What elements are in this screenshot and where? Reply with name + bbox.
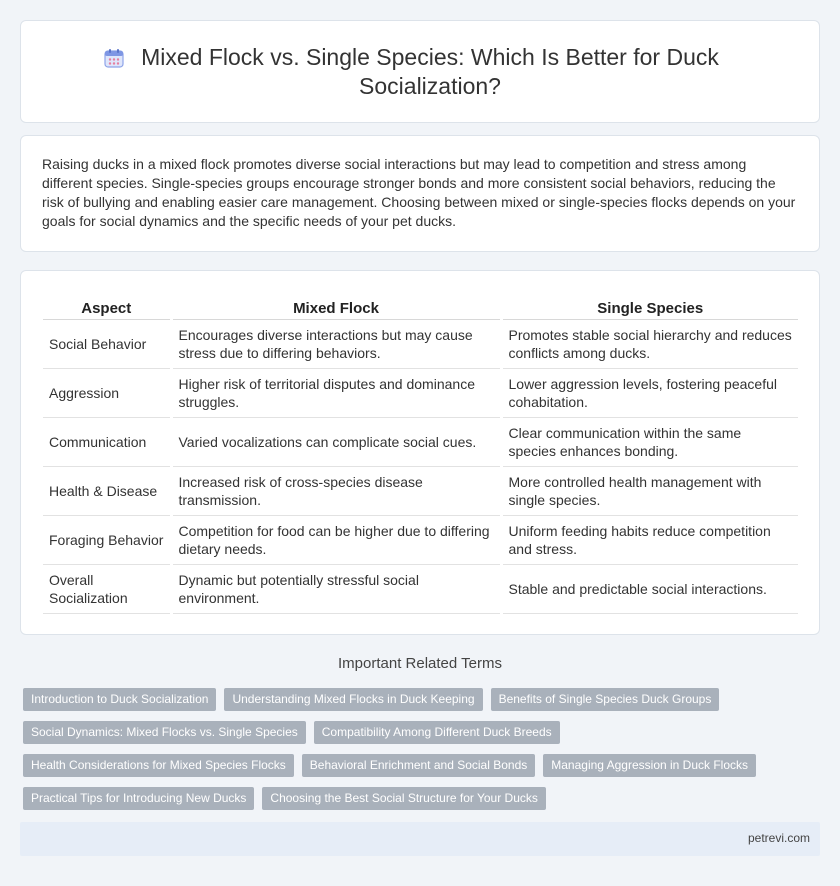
aspect-cell: Health & Disease bbox=[43, 466, 171, 515]
related-term-tag[interactable]: Understanding Mixed Flocks in Duck Keeping bbox=[224, 688, 482, 711]
single-species-cell: Clear communication within the same species enhances bonding. bbox=[501, 417, 798, 466]
related-term-tag[interactable]: Choosing the Best Social Structure for Your Ducks bbox=[262, 787, 545, 810]
table-row bbox=[43, 564, 798, 613]
footer-site-name[interactable]: petrevi.com bbox=[747, 831, 810, 845]
table-row bbox=[43, 466, 798, 515]
aspect-cell: Foraging Behavior bbox=[43, 515, 171, 564]
comparison-card bbox=[20, 270, 820, 635]
mixed-flock-cell: Increased risk of cross-species disease transmission. bbox=[171, 466, 501, 515]
aspect-cell: Overall Socialization bbox=[43, 564, 171, 613]
related-term-tag[interactable]: Practical Tips for Introducing New Ducks bbox=[23, 787, 254, 810]
mixed-flock-cell: Dynamic but potentially stressful social environment. bbox=[171, 564, 501, 613]
related-terms-title: Important Related Terms bbox=[338, 655, 502, 672]
header-mixed-flock: Mixed Flock bbox=[171, 297, 501, 319]
footer bbox=[20, 822, 820, 856]
single-species-cell: Lower aggression levels, fostering peaceful cohabitation. bbox=[501, 368, 798, 417]
intro-paragraph: Raising ducks in a mixed flock promotes diverse social interactions but may lead to competition and stress among different species. Single-species groups encourage stronger bonds and more consistent social behaviors, reducing the risk of bullying and enabling easier care management. Choosing between mixed or single-species flocks depends on your goals for social dynamics and the specific needs of your pet ducks. bbox=[42, 156, 796, 229]
aspect-cell: Social Behavior bbox=[43, 319, 171, 368]
mixed-flock-cell: Encourages diverse interactions but may cause stress due to differing behaviors. bbox=[171, 319, 501, 368]
single-species-cell: Promotes stable social hierarchy and reduces conflicts among ducks. bbox=[501, 319, 798, 368]
related-term-tag[interactable]: Social Dynamics: Mixed Flocks vs. Single Species bbox=[23, 721, 306, 744]
page-title: Mixed Flock vs. Single Species: Which Is Better for Duck Socialization? bbox=[141, 44, 719, 99]
single-species-cell: Stable and predictable social interactions. bbox=[501, 564, 798, 613]
comparison-table bbox=[43, 297, 798, 614]
mixed-flock-cell: Competition for food can be higher due to differing dietary needs. bbox=[171, 515, 501, 564]
related-term-tag[interactable]: Compatibility Among Different Duck Breeds bbox=[314, 721, 560, 744]
title-card bbox=[20, 20, 820, 123]
mixed-flock-cell: Higher risk of territorial disputes and dominance struggles. bbox=[171, 368, 501, 417]
intro-card bbox=[20, 135, 820, 252]
single-species-cell: Uniform feeding habits reduce competition and stress. bbox=[501, 515, 798, 564]
table-row bbox=[43, 515, 798, 564]
related-term-tag[interactable]: Managing Aggression in Duck Flocks bbox=[543, 754, 756, 777]
table-header-row bbox=[43, 297, 798, 319]
header-single-species: Single Species bbox=[501, 297, 798, 319]
table-row bbox=[43, 368, 798, 417]
single-species-cell: More controlled health management with single species. bbox=[501, 466, 798, 515]
related-term-tag[interactable]: Introduction to Duck Socialization bbox=[23, 688, 216, 711]
related-term-tag[interactable]: Behavioral Enrichment and Social Bonds bbox=[302, 754, 535, 777]
mixed-flock-cell: Varied vocalizations can complicate social cues. bbox=[171, 417, 501, 466]
aspect-cell: Aggression bbox=[43, 368, 171, 417]
header-aspect: Aspect bbox=[43, 297, 171, 319]
related-terms-list bbox=[23, 688, 823, 820]
table-row bbox=[43, 417, 798, 466]
table-row bbox=[43, 319, 798, 368]
related-term-tag[interactable]: Benefits of Single Species Duck Groups bbox=[491, 688, 720, 711]
aspect-cell: Communication bbox=[43, 417, 171, 466]
related-term-tag[interactable]: Health Considerations for Mixed Species Flocks bbox=[23, 754, 294, 777]
